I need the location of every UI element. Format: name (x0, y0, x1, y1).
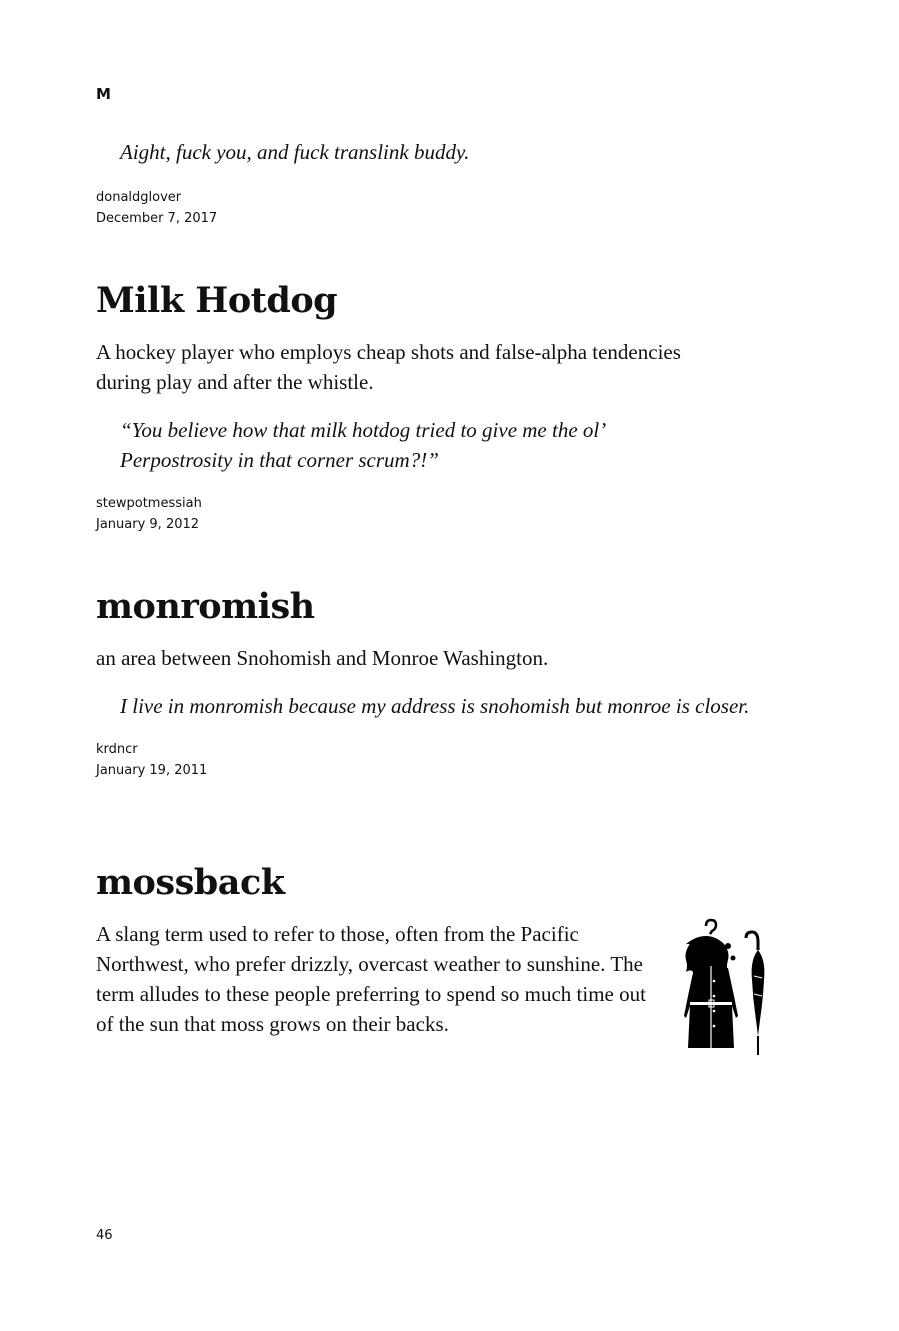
entry-date: January 9, 2012 (96, 517, 200, 532)
entry-example: Aight, fuck you, and fuck translink buddy. (120, 140, 470, 164)
entry-headword: Milk Hotdog (96, 280, 338, 321)
entry-example: I live in monromish because my address is snohomish but monroe is closer. (120, 694, 750, 718)
entry-author: donaldglover (96, 190, 182, 205)
entry-author: stewpotmessiah (96, 496, 202, 511)
entry-definition: A slang term used to refer to those, often from the Pacific Northwest, who prefer drizzly, overcast weather to sunshine. The term alludes to these people preferring to spend so much time out of the sun that moss grows on their backs. (96, 922, 646, 1036)
section-letter: M (96, 85, 111, 103)
entry-date: January 19, 2011 (96, 763, 208, 778)
entry-continuation (96, 137, 786, 229)
entry-milk-hotdog (96, 279, 786, 535)
entry-example: “You believe how that milk hotdog tried to give me the ol’ Perpostrosity in that corner scrum?!” (120, 418, 604, 472)
entry-date: December 7, 2017 (96, 211, 218, 226)
entry-definition: an area between Snohomish and Monroe Washington. (96, 646, 549, 670)
page-number: 46 (96, 1228, 113, 1243)
dictionary-page (96, 0, 796, 1331)
entry-monromish (96, 585, 786, 781)
entry-author: krdncr (96, 742, 138, 757)
entry-headword: monromish (96, 586, 315, 627)
entry-headword: mossback (96, 862, 285, 903)
coat-and-umbrella-icon (676, 916, 776, 1061)
entry-definition: A hockey player who employs cheap shots and false-alpha tendencies during play and after the whistle. (96, 340, 681, 394)
